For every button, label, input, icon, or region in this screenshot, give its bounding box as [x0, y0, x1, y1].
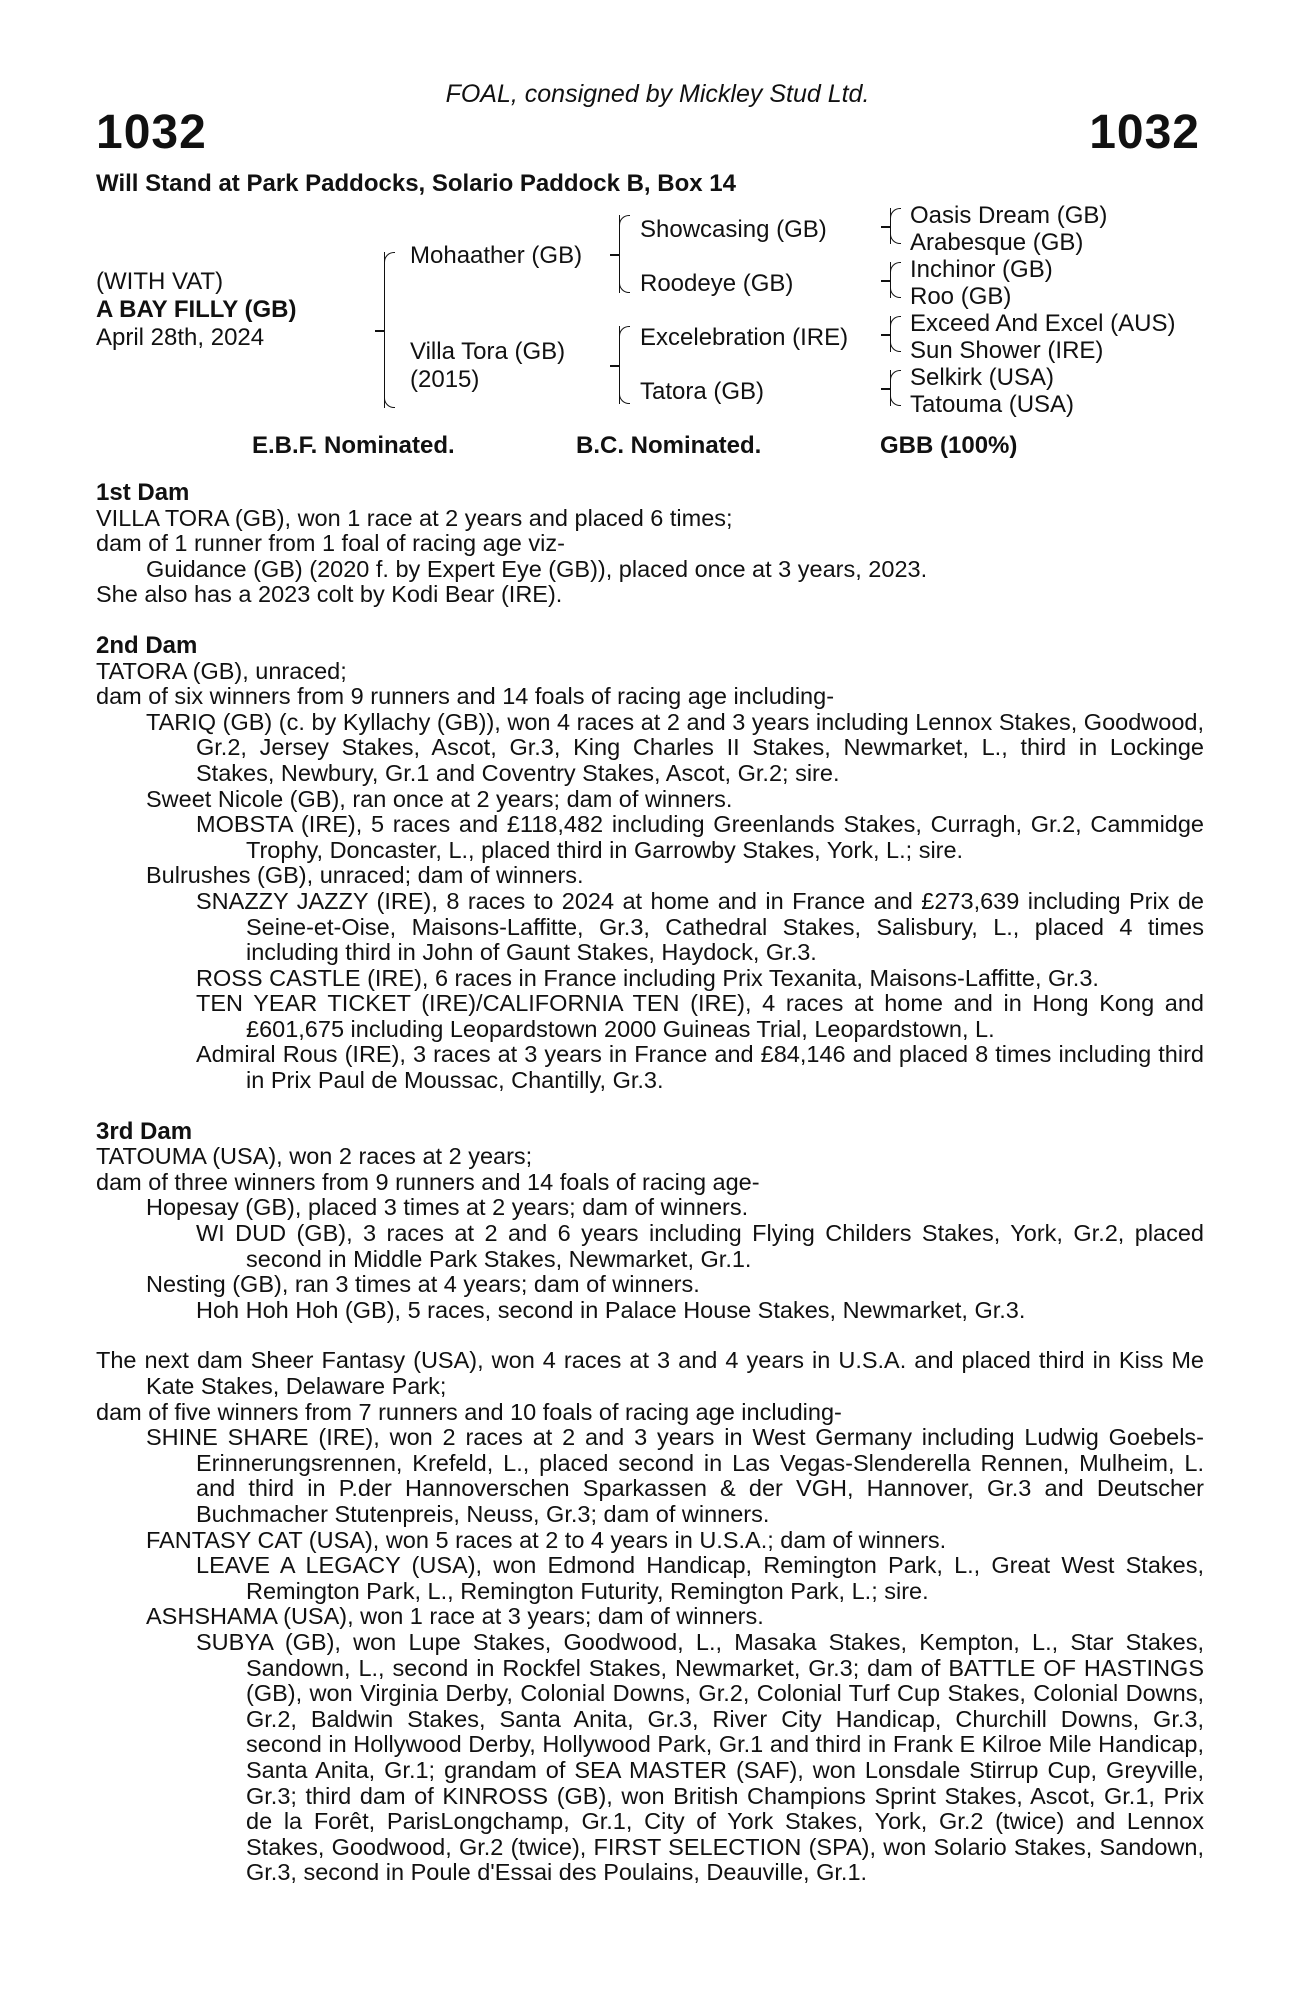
dam-name: Villa Tora (GB) — [410, 338, 566, 365]
second-dam-line: Admiral Rous (IRE), 3 races at 3 years in France and £84,146 and placed 8 times including third in Prix Paul de Moussac, Chantilly, Gr.3. — [196, 1041, 1204, 1094]
second-dam-line: Sweet Nicole (GB), ran once at 2 years; dam of winners. — [146, 785, 733, 812]
next-dam-line: SUBYA (GB), won Lupe Stakes, Goodwood, L., Masaka Stakes, Kempton, L., Star Stakes, Sandown, L., second in Rockfel Stakes, Newmarket, Gr.3; dam of BATTLE OF HASTINGS (GB), won Virginia Derby, Colonial Downs, Gr.2, Colonial Turf Cup Stakes, Colonial Downs, Gr.2, Baldwin Stakes, Santa Anita, Gr.3, River City Handicap, Churchill Downs, Gr.3, second in Hollywood Derby, Hollywood Park, Gr.1 and third in Frank E Kilroe Mile Handicap, Santa Anita, Gr.1; grandam of SEA MASTER (SAF), won Lonsdale Stirrup Cup, Greyville, Gr.3; third dam of KINROSS (GB), won British Champions Sprint Stakes, Ascot, Gr.1, Prix de la Forêt, ParisLongchamp, Gr.1, City of York Stakes, York, Gr.2 (twice) and Lennox Stakes, Goodwood, Gr.2 (twice), FIRST SELECTION (SPA), won Solario Stakes, Sandown, Gr.3, second in Poule d'Essai des Poulains, Deauville, Gr.1. — [196, 1628, 1204, 1886]
first-dam-line: dam of 1 runner from 1 foal of racing age viz- — [96, 530, 565, 557]
pedigree-brace-sire — [619, 215, 620, 293]
next-dam-line: LEAVE A LEGACY (USA), won Edmond Handicap, Remington Park, L., Great West Stakes, Remington Park, L., Remington Futurity, Remington Park, L.; sire. — [196, 1552, 1204, 1604]
first-dam-line: VILLA TORA (GB), won 1 race at 2 years and placed 6 times; — [96, 504, 733, 531]
ggp-8: Tatouma (USA) — [910, 391, 1075, 418]
pedigree-brace-dam — [619, 326, 620, 404]
ggp-5: Exceed And Excel (AUS) — [910, 310, 1176, 337]
ebf-nomination: E.B.F. Nominated. — [252, 432, 455, 459]
catalogue-body — [96, 480, 1204, 1886]
next-dam-line: FANTASY CAT (USA), won 5 races at 2 to 4 years in U.S.A.; dam of winners. — [146, 1526, 947, 1553]
dam-year: (2015) — [410, 366, 480, 393]
second-dam-line: ROSS CASTLE (IRE), 6 races in France including Prix Texanita, Maisons-Laffitte, Gr.3. — [196, 964, 1099, 991]
ggp-1: Oasis Dream (GB) — [910, 202, 1108, 229]
second-dam-line: SNAZZY JAZZY (IRE), 8 races to 2024 at home and in France and £273,639 including Prix de Seine-et-Oise, Maisons-Laffitte, Gr.3, Cathedral Stakes, Salisbury, L., placed 4 times including third in John of Gaunt Stakes, Haydock, Gr.3. — [196, 887, 1204, 966]
ggp-4: Roo (GB) — [910, 283, 1012, 310]
next-dam-line: dam of five winners from 7 runners and 10 foals of racing age including- — [96, 1398, 842, 1425]
ggp-2: Arabesque (GB) — [910, 229, 1084, 256]
second-dam-line: MOBSTA (IRE), 5 races and £118,482 including Greenlands Stakes, Curragh, Gr.2, Cammidge Trophy, Doncaster, L., placed third in Garrowby Stakes, York, L.; sire. — [196, 811, 1204, 863]
next-dam-line: SHINE SHARE (IRE), won 2 races at 2 and 3 years in West Germany including Ludwig Goebels-Erinnerungsrennen, Krefeld, L., placed second in Las Vegas-Slenderella Rennen, Mulheim, L. and third in P.der Hannoverschen Sparkassen & der VGH, Hannover, Gr.3 and Deutscher Buchmacher Stutenpreis, Neuss, Gr.3; dam of winners. — [146, 1424, 1204, 1527]
third-dam-line: Nesting (GB), ran 3 times at 4 years; dam of winners. — [146, 1271, 700, 1298]
bc-nomination: B.C. Nominated. — [576, 432, 762, 459]
vat-note: (WITH VAT) — [96, 268, 224, 295]
second-dam-heading: 2nd Dam — [96, 631, 198, 659]
second-dam-line: TATORA (GB), unraced; — [96, 657, 347, 684]
consignment-line: FOAL, consigned by Mickley Stud Ltd. — [445, 80, 870, 108]
third-dam-line: TATOUMA (USA), won 2 races at 2 years; — [96, 1143, 533, 1170]
third-dam-heading: 3rd Dam — [96, 1117, 193, 1145]
ggp-6: Sun Shower (IRE) — [910, 337, 1104, 364]
foaling-date: April 28th, 2024 — [96, 324, 265, 351]
horse-name: A BAY FILLY (GB) — [96, 296, 297, 323]
dam-sire-name: Excelebration (IRE) — [640, 324, 849, 351]
dam-dam-name: Tatora (GB) — [640, 378, 765, 405]
sire-sire-name: Showcasing (GB) — [640, 216, 827, 243]
third-dam-line: dam of three winners from 9 runners and 14 foals of racing age- — [96, 1168, 760, 1195]
third-dam-line: Hopesay (GB), placed 3 times at 2 years; dam of winners. — [146, 1194, 749, 1221]
next-dam-line: ASHSHAMA (USA), won 1 race at 3 years; dam of winners. — [146, 1603, 764, 1630]
lot-number-right: 1032 — [1089, 106, 1200, 159]
second-dam-line: Bulrushes (GB), unraced; dam of winners. — [146, 862, 584, 889]
pedigree-brace-main — [384, 252, 385, 408]
second-dam-line: dam of six winners from 9 runners and 14 foals of racing age including- — [96, 683, 835, 710]
ggp-7: Selkirk (USA) — [910, 364, 1055, 391]
second-dam-line: TEN YEAR TICKET (IRE)/CALIFORNIA TEN (IRE), 4 races at home and in Hong Kong and £601,675 including Leopardstown 2000 Guineas Trial, Leopardstown, L. — [196, 990, 1204, 1042]
gbb-nomination: GBB (100%) — [880, 432, 1018, 459]
first-dam-line: Guidance (GB) (2020 f. by Expert Eye (GB)), placed once at 3 years, 2023. — [146, 555, 928, 582]
second-dam-line: TARIQ (GB) (c. by Kyllachy (GB)), won 4 races at 2 and 3 years including Lennox Stakes, Goodwood, Gr.2, Jersey Stakes, Ascot, Gr.3, King Charles II Stakes, Newmarket, L., third in Lockinge Stakes, Newbury, Gr.1 and Coventry Stakes, Ascot, Gr.2; sire. — [146, 708, 1204, 786]
first-dam-heading: 1st Dam — [96, 479, 190, 506]
pedigree-brace-ggp4 — [890, 370, 891, 406]
pedigree-brace-ggp3 — [890, 316, 891, 352]
sire-dam-name: Roodeye (GB) — [640, 270, 794, 297]
next-dam-line: The next dam Sheer Fantasy (USA), won 4 races at 3 and 4 years in U.S.A. and placed third in Kiss Me Kate Stakes, Delaware Park; — [96, 1347, 1204, 1399]
third-dam-line: Hoh Hoh Hoh (GB), 5 races, second in Palace House Stakes, Newmarket, Gr.3. — [196, 1296, 1026, 1323]
stand-location: Will Stand at Park Paddocks, Solario Paddock B, Box 14 — [96, 170, 736, 197]
lot-number-left: 1032 — [96, 106, 207, 159]
pedigree-brace-ggp1 — [890, 208, 891, 244]
pedigree-brace-ggp2 — [890, 262, 891, 298]
first-dam-line: She also has a 2023 colt by Kodi Bear (IRE). — [96, 581, 563, 608]
third-dam-line: WI DUD (GB), 3 races at 2 and 6 years including Flying Childers Stakes, York, Gr.2, placed second in Middle Park Stakes, Newmarket, Gr.1. — [196, 1220, 1204, 1272]
sire-name: Mohaather (GB) — [410, 242, 583, 269]
ggp-3: Inchinor (GB) — [910, 256, 1053, 283]
